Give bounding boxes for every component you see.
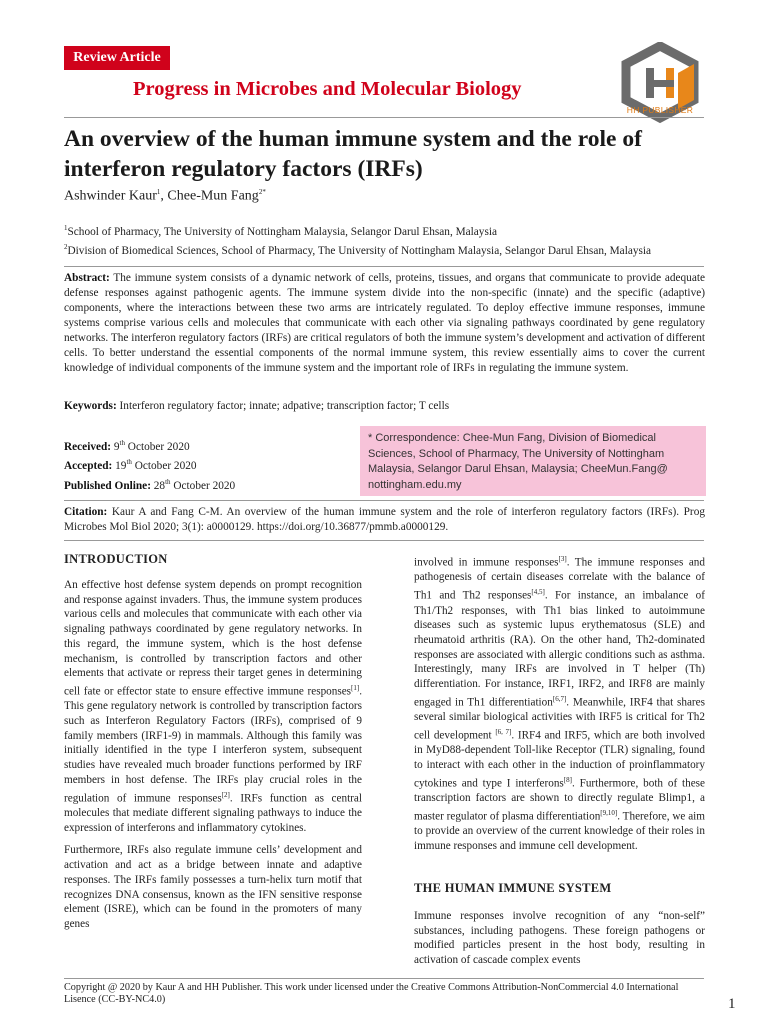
- date-accepted: Accepted: 19th October 2020: [64, 458, 197, 473]
- intro-paragraph-1: An effective host defense system depends on prompt recognition and response against invaders. Thus, the immune system produces various cells and molecules that communicate with each other via signaling pathways coordinated by gene regulatory networks. In this regard, the immune system, which is the host defense mechanism, is controlled by transcription factors and other elements that activate or repress their target genes in determining cell fate or effector state to ensure effective immune responses[1]. This gene regulatory network is controlled by transcription factors such as Interferon Regulatory Factors (IRFs), comprised of 9 family members (IRF1-9) in mammals. Although this family was initially identified in the type I interferon system, subsequent studies have revealed much broader functions performed by IRF members in host defense. The IRFs play crucial roles in the regulation of immune responses[2]. IRFs function as central molecules that mediate different signaling pathways to induce the expression of interferons and inflammatory cytokines.: [64, 579, 362, 834]
- publisher-label: HH PUBLISHER: [626, 105, 694, 115]
- intro-paragraph-3: involved in immune responses[3]. The immune responses and pathogenesis of certain diseases correlate with the balance of Th1 and Th2 responses[4,5]. For instance, an imbalance of Th1/Th2 responses, with Th1 bias linked to autoimmune diseases such as systemic lupus erythematosus (SLE) and rheumatoid arthritis (RA). On the other hand, Th2-dominated responses are associated with allergic conditions such as asthma. Interestingly, many IRFs are involved in T helper (Th) differentiation. For instance, IRF1, IRF2, and IRF8 are mainly engaged in Th1 differentiation[6,7]. Meanwhile, IRF4 that shares several similar biological activities with IRF5 is critical for Th2 cell development [6, 7]. IRF4 and IRF5, which are both involved in MyD88-dependent Toll-like Receptor (TLR) signaling, found to interact with each other in the induction of proinflammatory cytokines and type I interferons[8]. Furthermore, both of these transcription factors are shown to directly regulate Blimp1, a master regulator of plasma differentiation[9,10]. Therefore, we aim to provide an overview of the current knowledge of their roles in immune responses and immune cell development.: [414, 555, 706, 853]
- immune-system-text: Immune responses involve recognition of any “non-self” substances, including pathogens. These foreign pathogens or modified particles present in the host body, resulting in activation of cascade complex events: [414, 910, 705, 967]
- affiliation-text: Division of Biomedical Sciences, School of Pharmacy, The University of Nottingham Malaysia, Selangor Darul Ehsan, Malaysia: [67, 244, 652, 257]
- section-heading-immune-system: THE HUMAN IMMUNE SYSTEM: [414, 881, 612, 895]
- right-column: [414, 552, 705, 862]
- keywords-label: Keywords:: [64, 400, 117, 412]
- abstract-text: The immune system consists of a dynamic network of cells, proteins, tissues, and organs that communicate to provide adequate defense responses against pathogenic agents. The immune system divide into the non-specific (innate) and the specific (adaptive) components, where the interactions between these two arms are intricately regulated. To deploy effective immune responses, immune systems comprise various cells and molecules that communicate with each other via signaling pathways coordinated by gene regulatory networks. The interferon regulatory factors (IRFs) are critical regulators of both the immune system’s development and activation of different cells. To better understand the essential components of the normal immune system, this review essentially aims to cover the current knowledge of individual components of the immune system and the important role of IRFs in regulating the immune system.: [64, 272, 705, 374]
- article-title: An overview of the human immune system and the role of interferon regulatory factors (IRFs): [64, 126, 642, 182]
- author-name: Chee-Mun Fang: [167, 188, 259, 204]
- footer-rule: [64, 978, 704, 979]
- correspondence-email[interactable]: nottingham.edu.my: [368, 478, 462, 491]
- immune-system-paragraph: [414, 909, 705, 976]
- correspondence-box: [360, 426, 706, 496]
- page-number: 1: [728, 996, 736, 1012]
- affiliation-item: [64, 240, 706, 259]
- correspondence-line: * Correspondence: Chee-Mun Fang, Division of Biomedical: [368, 432, 656, 444]
- affiliation-sup: 1: [64, 224, 68, 232]
- date-received: Received: 9th October 2020: [64, 439, 190, 453]
- abstract-top-rule: [64, 266, 704, 267]
- citation-text: Kaur A and Fang C-M. An overview of the human immune system and the role of interferon regulatory factors (IRFs). Prog Microbes Mol Biol 2020; 3(1): a0000129. https://doi.org/10.36877/pmmb.a0000129.: [64, 506, 705, 533]
- article-dates: [64, 436, 235, 494]
- author-sup: 1: [156, 188, 161, 196]
- author-sup: 2*: [258, 188, 266, 196]
- journal-name: Progress in Microbes and Molecular Biology: [133, 78, 522, 100]
- affiliations: [64, 221, 706, 259]
- copyright-footer: Copyright @ 2020 by Kaur A and HH Publisher. This work under licensed under the Creative Commons Attribution-NonCommercial 4.0 International Lisence (CC-BY-NC4.0): [64, 982, 679, 1005]
- article-type-badge: Review Article: [64, 46, 170, 70]
- citation-label: Citation:: [64, 506, 108, 518]
- affiliation-sup: 2: [64, 242, 68, 251]
- keywords-text: Interferon regulatory factor; innate; adpative; transcription factor; T cells: [116, 400, 450, 412]
- citation: [64, 505, 705, 535]
- date-published: Published Online: 28th October 2020: [64, 477, 236, 492]
- citation-top-rule: [64, 500, 704, 501]
- body-top-rule: [64, 540, 704, 541]
- correspondence-line: Malaysia, Selangor Darul Ehsan, Malaysia; CheeMun.Fang@: [368, 463, 668, 476]
- author-separator: ,: [160, 188, 168, 204]
- section-heading-introduction: INTRODUCTION: [64, 552, 168, 566]
- affiliation-text: School of Pharmacy, The University of Nottingham Malaysia, Selangor Darul Ehsan, Malaysia: [67, 225, 498, 238]
- affiliation-item: [64, 221, 706, 240]
- keywords: [64, 400, 449, 412]
- author-list: [64, 188, 266, 205]
- abstract-label: Abstract:: [64, 272, 110, 284]
- intro-paragraph-2: Furthermore, IRFs also regulate immune cells’ development and activation and act as a bridge between innate and adaptive responses. The IRFs family possesses a turn-helix turn motif that recognizes DNA consensus, known as the IFN sensitive response element (ISRE), which can be found in the promoters of many genes: [64, 844, 362, 930]
- abstract: [64, 271, 705, 376]
- left-column: [64, 578, 362, 940]
- correspondence-line: Sciences, School of Pharmacy, The University of Nottingham: [368, 447, 665, 460]
- author-name: Ashwinder Kaur: [64, 188, 157, 204]
- header-rule: [64, 117, 704, 118]
